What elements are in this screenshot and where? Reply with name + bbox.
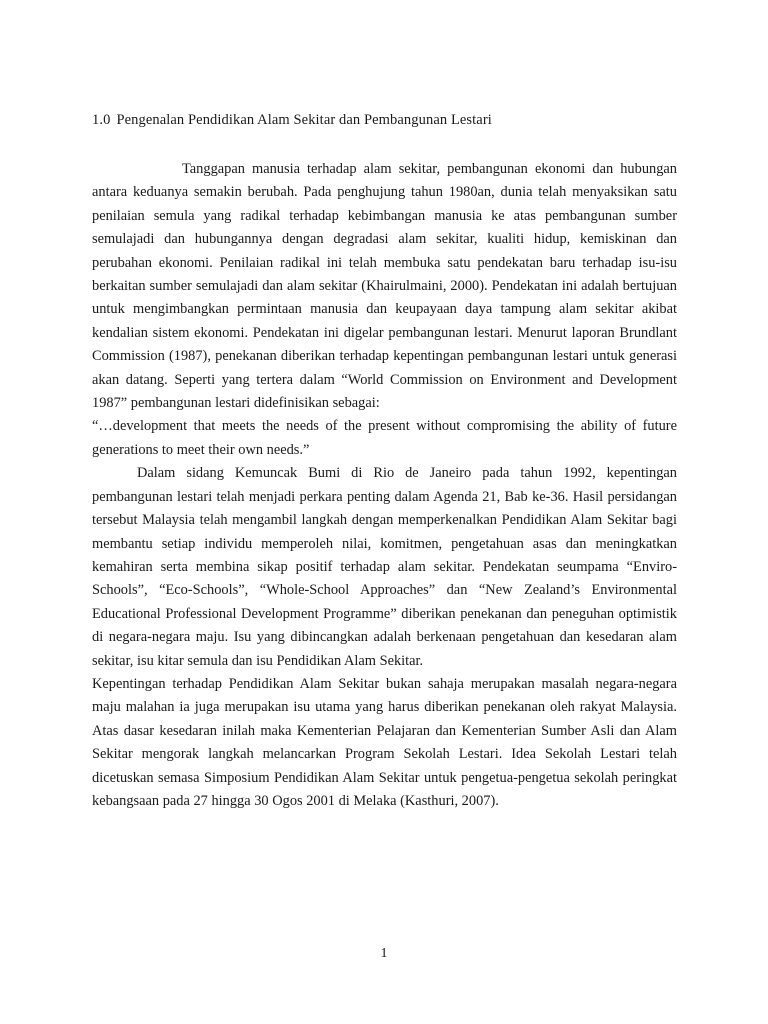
document-body	[92, 158, 677, 813]
paragraph-quote: “…development that meets the needs of the present without compromising the ability of future generations to meet their own needs.”	[92, 418, 677, 458]
paragraph-1: Tanggapan manusia terhadap alam sekitar, pembangunan ekonomi dan hubungan antara keduanya semakin berubah. Pada penghujung tahun 1980an, dunia telah menyaksikan satu penilaian semula yang radikal terhadap kebimbangan manusia ke atas pembangunan sumber semulajadi dan hubungannya dengan degradasi alam sekitar, kualiti hidup, kemiskinan dan perubahan ekonomi. Penilaian radikal ini telah membuka satu pendekatan baru terhadap isu-isu berkaitan sumber semulajadi dan alam sekitar (Khairulmaini, 2000). Pendekatan ini adalah bertujuan untuk mengimbangkan permintaan manusia dan keupayaan daya tampung alam sekitar akibat kendalian sistem ekonomi. Pendekatan ini digelar pembangunan lestari. Menurut laporan Brundlant Commission (1987), penekanan diberikan terhadap kepentingan pembangunan lestari untuk generasi akan datang. Seperti yang tertera dalam “World Commission on Environment and Development 1987” pembangunan lestari didefinisikan sebagai:	[92, 161, 677, 412]
section-number: 1.0	[92, 112, 111, 128]
section-heading	[92, 112, 492, 129]
paragraph-3: Dalam sidang Kemuncak Bumi di Rio de Janeiro pada tahun 1992, kepentingan pembangunan lestari telah menjadi perkara penting dalam Agenda 21, Bab ke-36. Hasil persidangan tersebut Malaysia telah mengambil langkah dengan memperkenalkan Pendidikan Alam Sekitar bagi membantu setiap individu memperoleh nilai, komitmen, pengetahuan asas dan meningkatkan kemahiran serta membina sikap positif terhadap alam sekitar. Pendekatan seumpama “Enviro-Schools”, “Eco-Schools”, “Whole-School Approaches” dan “New Zealand’s Environmental Educational Professional Development Programme” diberikan penekanan dan peneguhan optimistik di negara-negara maju. Isu yang dibincangkan adalah berkenaan pengetahuan dan kesedaran alam sekitar, isu kitar semula dan isu Pendidikan Alam Sekitar.	[92, 465, 677, 669]
paragraph-4: Kepentingan terhadap Pendidikan Alam Sekitar bukan sahaja merupakan masalah negara-negara maju malahan ia juga merupakan isu utama yang harus diberikan penekanan oleh rakyat Malaysia. Atas dasar kesedaran inilah maka Kementerian Pelajaran dan Kementerian Sumber Asli dan Alam Sekitar mengorak langkah melancarkan Program Sekolah Lestari. Idea Sekolah Lestari telah dicetuskan semasa Simposium Pendidikan Alam Sekitar untuk pengetua-pengetua sekolah peringkat kebangsaan pada 27 hingga 30 Ogos 2001 di Melaka (Kasthuri, 2007).	[92, 675, 677, 809]
page-number: 1	[380, 946, 388, 961]
section-title: Pengenalan Pendidikan Alam Sekitar dan Pembangunan Lestari	[116, 112, 492, 128]
